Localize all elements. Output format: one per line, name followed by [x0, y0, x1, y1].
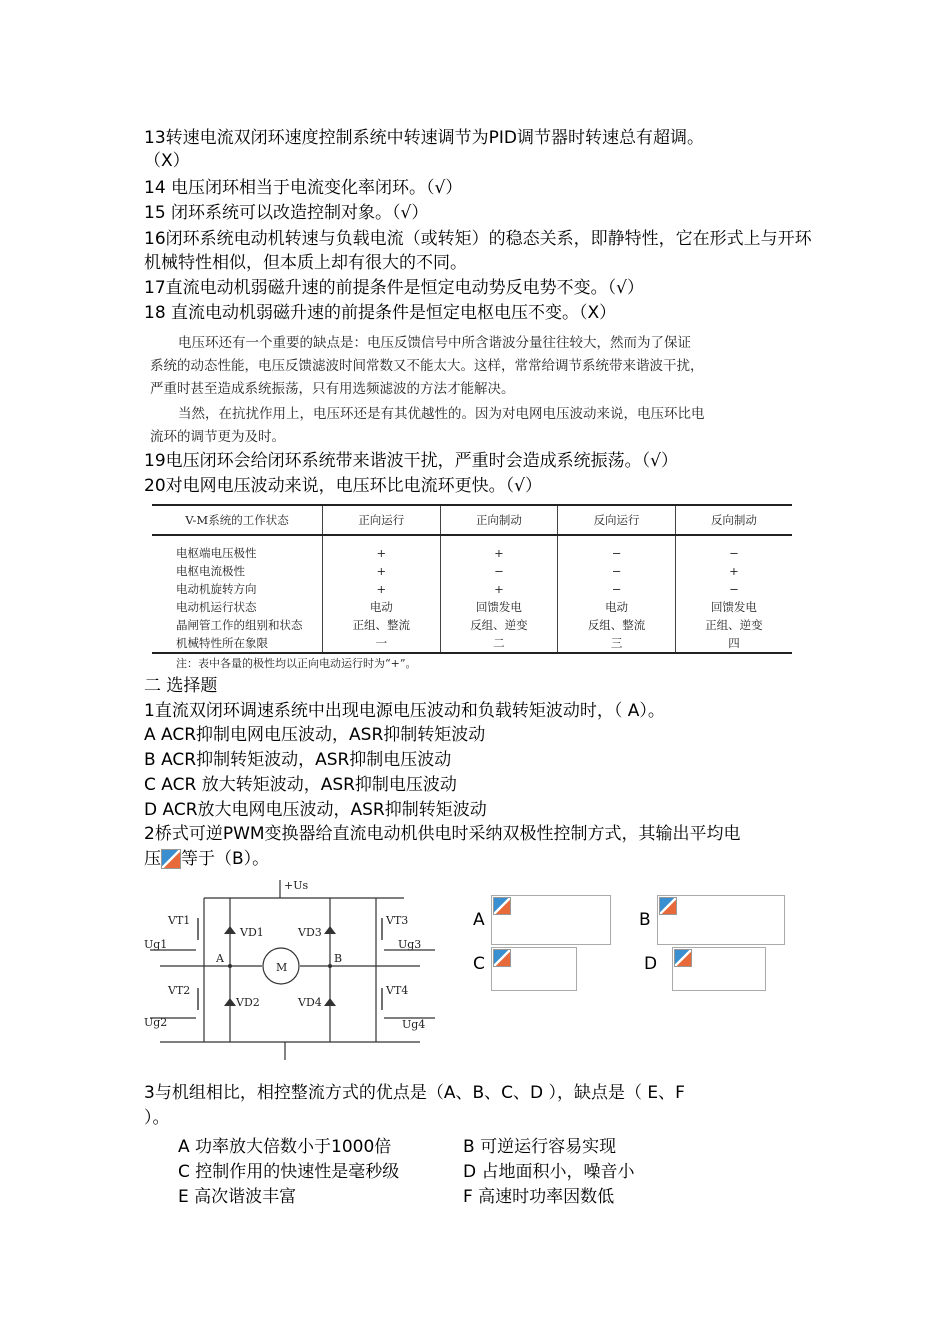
q16-line1: 16闭环系统电动机转速与负载电流（或转矩）的稳态关系，即静特性，它在形式上与开环 — [144, 229, 812, 249]
q2-option-b-image[interactable] — [657, 895, 785, 945]
diode-vd3 — [324, 926, 336, 934]
q1-text: 1直流双闭环调速系统中出现电源电压波动和负载转矩波动时，（ A）。 — [144, 701, 665, 721]
table-cell: + — [323, 580, 441, 598]
q3-option-b: B 可逆运行容易实现 — [463, 1137, 617, 1157]
table-cell: 四 — [675, 634, 792, 653]
table-row — [152, 544, 792, 562]
diode-vd2 — [224, 998, 236, 1006]
q2-line2-start: 压 — [144, 849, 161, 869]
q15-text: 15 闭环系统可以改造控制对象。（√） — [144, 203, 429, 223]
table-cell: 电动 — [323, 598, 441, 616]
table-cell: 电动 — [558, 598, 676, 616]
q18-text: 18 直流电动机弱磁升速的前提条件是恒定电枢电压不变。（X） — [144, 303, 617, 323]
q2-option-a-label: A — [473, 910, 485, 930]
vt2-label: VT2 — [168, 984, 191, 997]
table-cell: 晶闸管工作的组别和状态 — [176, 618, 303, 632]
q2-option-a-image[interactable] — [491, 895, 611, 945]
table-cell: 反组、整流 — [558, 616, 676, 634]
table-note: 注：表中各量的极性均以正向电动运行时为“+”。 — [176, 657, 417, 670]
scan-line-2: 系统的动态性能，电压反馈滤波时间常数又不能太大。这样，常常给调节系统带来谐波干扰， — [150, 358, 704, 374]
q3-option-f: F 高速时功率因数低 — [463, 1187, 615, 1207]
table-cell: 电枢电流极性 — [176, 564, 245, 578]
table-cell: 机械特性所在象限 — [152, 634, 323, 653]
scan-line-3: 严重时甚至造成系统振荡，只有用选频滤波的方法才能解决。 — [150, 381, 515, 397]
q2-option-b-label: B — [639, 910, 651, 930]
table-row — [152, 616, 792, 634]
scan-line-1: 电压环还有一个重要的缺点是：电压反馈信号中所含谐波分量往往较大，然而为了保证 — [178, 335, 691, 351]
table-row — [152, 562, 792, 580]
ug2-label: Ug2 — [144, 1016, 168, 1029]
h-bridge-circuit — [140, 878, 440, 1063]
q1-option-d: D ACR放大电网电压波动，ASR抑制转矩波动 — [144, 800, 487, 820]
table-header: 反向制动 — [675, 505, 792, 535]
q3-line2: ）。 — [144, 1108, 170, 1128]
q2-line2 — [144, 848, 269, 870]
table-cell: 一 — [323, 634, 441, 653]
table-header: 正向运行 — [323, 505, 441, 535]
node-a-label: A — [216, 952, 224, 965]
broken-image-icon — [674, 949, 692, 967]
scan-line-4: 当然，在抗扰作用上，电压环还是有其优越性的。因为对电网电压波动来说，电压环比电 — [178, 406, 705, 422]
table-row — [152, 598, 792, 616]
q17-text: 17直流电动机弱磁升速的前提条件是恒定电动势反电势不变。（√） — [144, 278, 644, 298]
table-cell: 正组、逆变 — [675, 616, 792, 634]
table-cell: 正组、整流 — [323, 616, 441, 634]
table-cell: 三 — [558, 634, 676, 653]
ug1-label: Ug1 — [144, 938, 168, 951]
vt4-label: VT4 — [386, 984, 409, 997]
ug3-label: Ug3 — [398, 938, 422, 951]
q13-text: 13转速电流双闭环速度控制系统中转速调节为PID调节器时转速总有超调。 — [144, 128, 704, 148]
q3-option-d: D 占地面积小，噪音小 — [463, 1162, 635, 1182]
q2-line2-end: 等于（B）。 — [181, 849, 270, 869]
scan-line-5: 流环的调节更为及时。 — [150, 429, 285, 445]
table-cell: 反组、逆变 — [440, 616, 558, 634]
q13-answer: （X） — [144, 151, 190, 171]
table-header: 正向制动 — [440, 505, 558, 535]
q1-option-a: A ACR抑制电网电压波动，ASR抑制转矩波动 — [144, 725, 486, 745]
table-cell: + — [440, 544, 558, 562]
q3-option-e: E 高次谐波丰富 — [178, 1187, 297, 1207]
vt1-label: VT1 — [168, 914, 191, 927]
diode-vd4 — [324, 998, 336, 1006]
table-cell: − — [558, 580, 676, 598]
q16-line2: 机械特性相似，但本质上却有很大的不同。 — [144, 253, 467, 273]
table-cell: + — [440, 580, 558, 598]
q14-text: 14 电压闭环相当于电流变化率闭环。（√） — [144, 178, 463, 198]
q1-option-c: C ACR 放大转矩波动，ASR抑制电压波动 — [144, 775, 457, 795]
table-cell: 回馈发电 — [675, 598, 792, 616]
broken-image-icon — [659, 897, 677, 915]
vt3-label: VT3 — [386, 914, 409, 927]
table-cell: + — [323, 562, 441, 580]
node-a-dot — [228, 964, 232, 968]
table-header: V-M系统的工作状态 — [152, 505, 323, 535]
q2-option-d-image[interactable] — [672, 947, 766, 991]
table-cell: − — [675, 580, 792, 598]
q2-option-c-label: C — [473, 954, 485, 974]
motor-label: M — [276, 961, 288, 974]
q2-line1: 2桥式可逆PWM变换器给直流电动机供电时采纳双极性控制方式，其输出平均电 — [144, 824, 741, 844]
supply-label: +Us — [284, 879, 309, 892]
table-cell: − — [675, 544, 792, 562]
vd1-label: VD1 — [240, 926, 264, 939]
q1-option-b: B ACR抑制转矩波动，ASR抑制电压波动 — [144, 750, 452, 770]
q3-option-c: C 控制作用的快速性是毫秒级 — [178, 1162, 400, 1182]
table-cell: − — [558, 562, 676, 580]
vm-state-table — [152, 504, 792, 654]
table-row — [152, 634, 792, 653]
table-cell: 二 — [440, 634, 558, 653]
node-b-label: B — [334, 952, 343, 965]
table-cell: + — [323, 544, 441, 562]
ug4-label: Ug4 — [402, 1018, 426, 1031]
q2-option-c-image[interactable] — [491, 947, 577, 991]
table-cell: + — [675, 562, 792, 580]
diode-vd1 — [224, 926, 236, 934]
q2-option-d-label: D — [644, 954, 658, 974]
table-cell: 电动机运行状态 — [176, 600, 257, 614]
q20-text: 20对电网电压波动来说，电压环比电流环更快。（√） — [144, 476, 542, 496]
vd4-label: VD4 — [298, 996, 322, 1009]
table-cell: − — [558, 544, 676, 562]
table-cell: 回馈发电 — [440, 598, 558, 616]
broken-image-icon — [493, 897, 511, 915]
node-b-dot — [328, 964, 332, 968]
table-cell: 电枢端电压极性 — [176, 546, 257, 560]
vd3-label: VD3 — [298, 926, 322, 939]
table-row — [152, 580, 792, 598]
table-cell: 电动机旋转方向 — [176, 582, 257, 596]
q3-option-a: A 功率放大倍数小于1000倍 — [178, 1137, 392, 1157]
broken-image-icon — [161, 849, 181, 869]
broken-image-icon — [493, 949, 511, 967]
vd2-label: VD2 — [236, 996, 260, 1009]
q3-line1: 3与机组相比，相控整流方式的优点是（A、B、C、D ），缺点是（ E、F — [144, 1083, 685, 1103]
table-cell: − — [440, 562, 558, 580]
q19-text: 19电压闭环会给闭环系统带来谐波干扰，严重时会造成系统振荡。（√） — [144, 451, 678, 471]
section-heading: 二 选择题 — [144, 676, 218, 696]
table-header: 反向运行 — [558, 505, 676, 535]
